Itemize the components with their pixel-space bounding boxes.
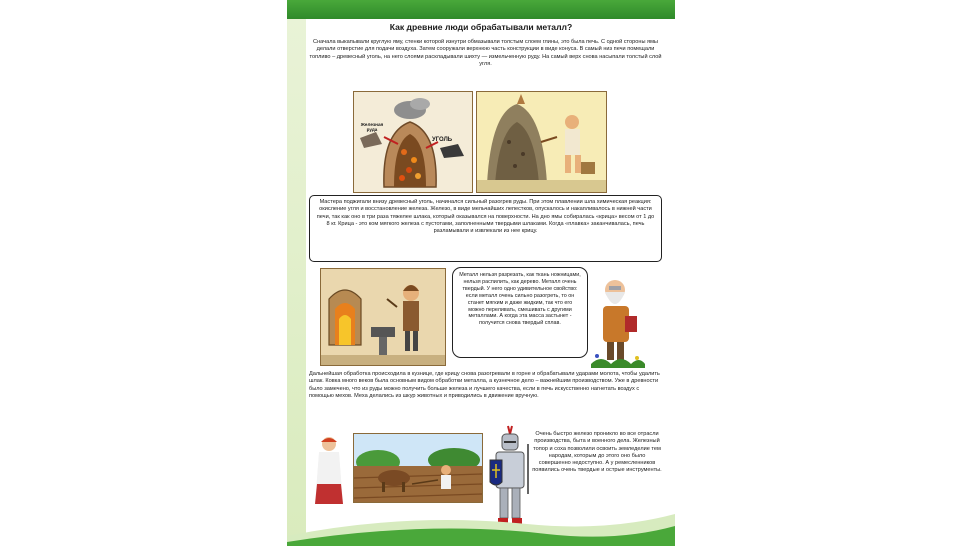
- top-green-band: [287, 0, 675, 19]
- peasant-woman-figure: [309, 434, 349, 514]
- left-decorative-panel: [287, 19, 306, 546]
- speech-bubble-text: Металл нельзя разрезать, как ткань ножницами, нельзя распилить, как дерево. Металл очень твердый. У него одно удивительное свойство: если металл очень сильно разогреть, то он станет мягким и даже жидким, так что его можно переливать, смешивать с другими металлами. А когда эта масса застынет - получится снова твердый сплав.: [459, 272, 581, 327]
- smelting-process-text: Мастера поджигали внизу древесный уголь, начинался сильный разогрев руды. При этом плавлении шла химическая реакция: окисление угля и восстановление железа. Железо, в виде мельчайших лепестков, опускалось и накапливалось в нижней части печи, так как оно в три раза тяжелее шлака, который оказывался на поверхности. На дно ямы собиралась «крица» весом от 1 до 8 кг. Крица - это ком мягкого железа с пустотами, заполненными твердыми шлаками. Когда «плавка» заканчивалась, печь разламывали и извлекали из нее крицу.: [316, 199, 655, 235]
- forge-paragraph: Дальнейшая обработка происходила в кузнице, где крицу снова разогревали в горне и обрабатывали ударами молота, чтобы удалить шлак. Ковка много веков была основным видом обработки металла, а кузнечное дело – важнейшим производством. Уже в древности было замечено, что из руды можно получить больше железа и лучшего качества, если в печь искусственно нагнетать воздух с помощью мехов. Меха делались из шкур животных и приводились в движение вручную.: [309, 371, 660, 399]
- forge-image: [320, 268, 446, 366]
- ploughing-field-image: [353, 433, 483, 503]
- closing-paragraph: Очень быстро железо проникло во все отрасли производства, быта и военного дела. Железный топор и соха позволили освоить земледелие тем народам, которым до этого оно было совершенно недоступно. А у ремесленников появились очень твердые и острые инструменты.: [532, 431, 662, 474]
- intro-paragraph: Сначала выкапывали круглую яму, стенки которой изнутри обмазывали толстым слоем глины, это была печь. С одной стороны ямы делали отверстие для подачи воздуха. Затем сооружали верхнюю часть конструкции в виде конуса. В самый низ печи помещали топливо – древесный уголь, на него слоями раскладывали шихту — измельченную руду. На самый верх снова насыпали толстый слой угля.: [309, 39, 662, 67]
- bottom-decorative-wave: [287, 506, 675, 546]
- furnace-cross-section-image: [353, 91, 473, 193]
- ore-label: Железная руда: [360, 122, 384, 132]
- page-title: Как древние люди обрабатывали металл?: [389, 22, 573, 32]
- old-man-figure: [591, 276, 645, 368]
- book-page: [287, 0, 675, 546]
- smelting-process-box: [309, 195, 662, 262]
- furnace-building-image: [476, 91, 607, 193]
- speech-bubble: [452, 267, 588, 358]
- coal-label: УГОЛЬ: [432, 137, 453, 143]
